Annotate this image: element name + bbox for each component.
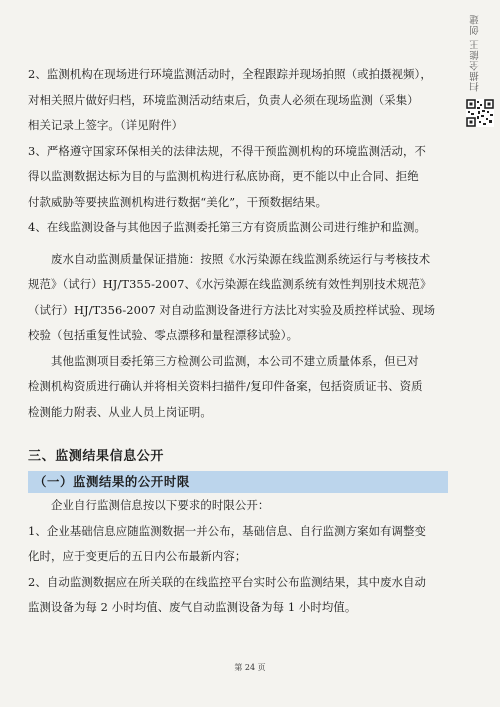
paragraph-line: 对相关照片做好归档，环境监测活动结束后，负责人必须在现场监测（采集）: [28, 92, 419, 107]
paragraph-line: 废水自动监测质量保证措施：按照《水污染源在线监测系统运行与考核技术: [51, 251, 431, 266]
paragraph-line: 检测能力附表、从业人员上岗证明。: [28, 404, 212, 419]
paragraph-line: 相关记录上签字。（详见附件）: [28, 118, 184, 132]
subsection-heading: （一）监测结果的公开时限: [28, 471, 448, 493]
paragraph-line: 1、企业基础信息应随监测数据一并公布，基础信息、自行监测方案如有调整变: [28, 523, 427, 538]
paragraph-line: 监测设备为每 2 小时均值、废气自动监测设备为每 1 小时均值。: [28, 600, 357, 614]
paragraph-line: 其他监测项目委托第三方检测公司监测，本公司不建立质量体系，但已对: [51, 353, 419, 368]
paragraph-line: 2、自动监测数据应在所关联的在线监控平台实时公布监测结果，其中废水自动: [28, 574, 427, 589]
paragraph-line: 3、严格遵守国家环保相关的法律法规，不得干预监测机构的环境监测活动，不: [28, 143, 427, 158]
paragraph-line: 2、监测机构在现场进行环境监测活动时，全程跟踪并现场拍照（或拍摄视频），: [28, 67, 432, 81]
paragraph-line: 化时，应于变更后的五日内公布最新内容；: [28, 549, 247, 563]
scanner-watermark-text: 扫描全能王 创建: [470, 14, 481, 92]
paragraph-line: 得以监测数据达标为目的与监测机构进行私底协商，更不能以中止合同、拒绝: [28, 169, 419, 183]
page-number: 第 24 页: [234, 663, 266, 672]
document-body: [28, 62, 448, 621]
qr-code-icon: [466, 99, 494, 127]
paragraph-line: 4、在线监测设备与其他因子监测委托第三方有资质监测公司进行维护和监测。: [28, 220, 427, 234]
paragraph-line: （试行）HJ/T356-2007 对自动监测设备进行方法比对实验及质控样试验、现场: [28, 302, 436, 317]
paragraph-line: 检测机构资质进行确认并将相关资料扫描件/复印件备案，包括资质证书、资质: [28, 379, 423, 393]
paragraph-line: 企业自行监测信息按以下要求的时限公开：: [51, 498, 270, 512]
paragraph-line: 规范》（试行）HJ/T355-2007、《水污染源在线监测系统有效性判别技术规范》: [28, 277, 432, 291]
paragraph-line: 校验（包括重复性试验、零点漂移和量程漂移试验）。: [28, 328, 299, 342]
section-heading: 三、监测结果信息公开: [28, 449, 165, 464]
paragraph-line: 付款威胁等要挟监测机构进行数据“美化”，干预数据结果。: [28, 194, 328, 209]
